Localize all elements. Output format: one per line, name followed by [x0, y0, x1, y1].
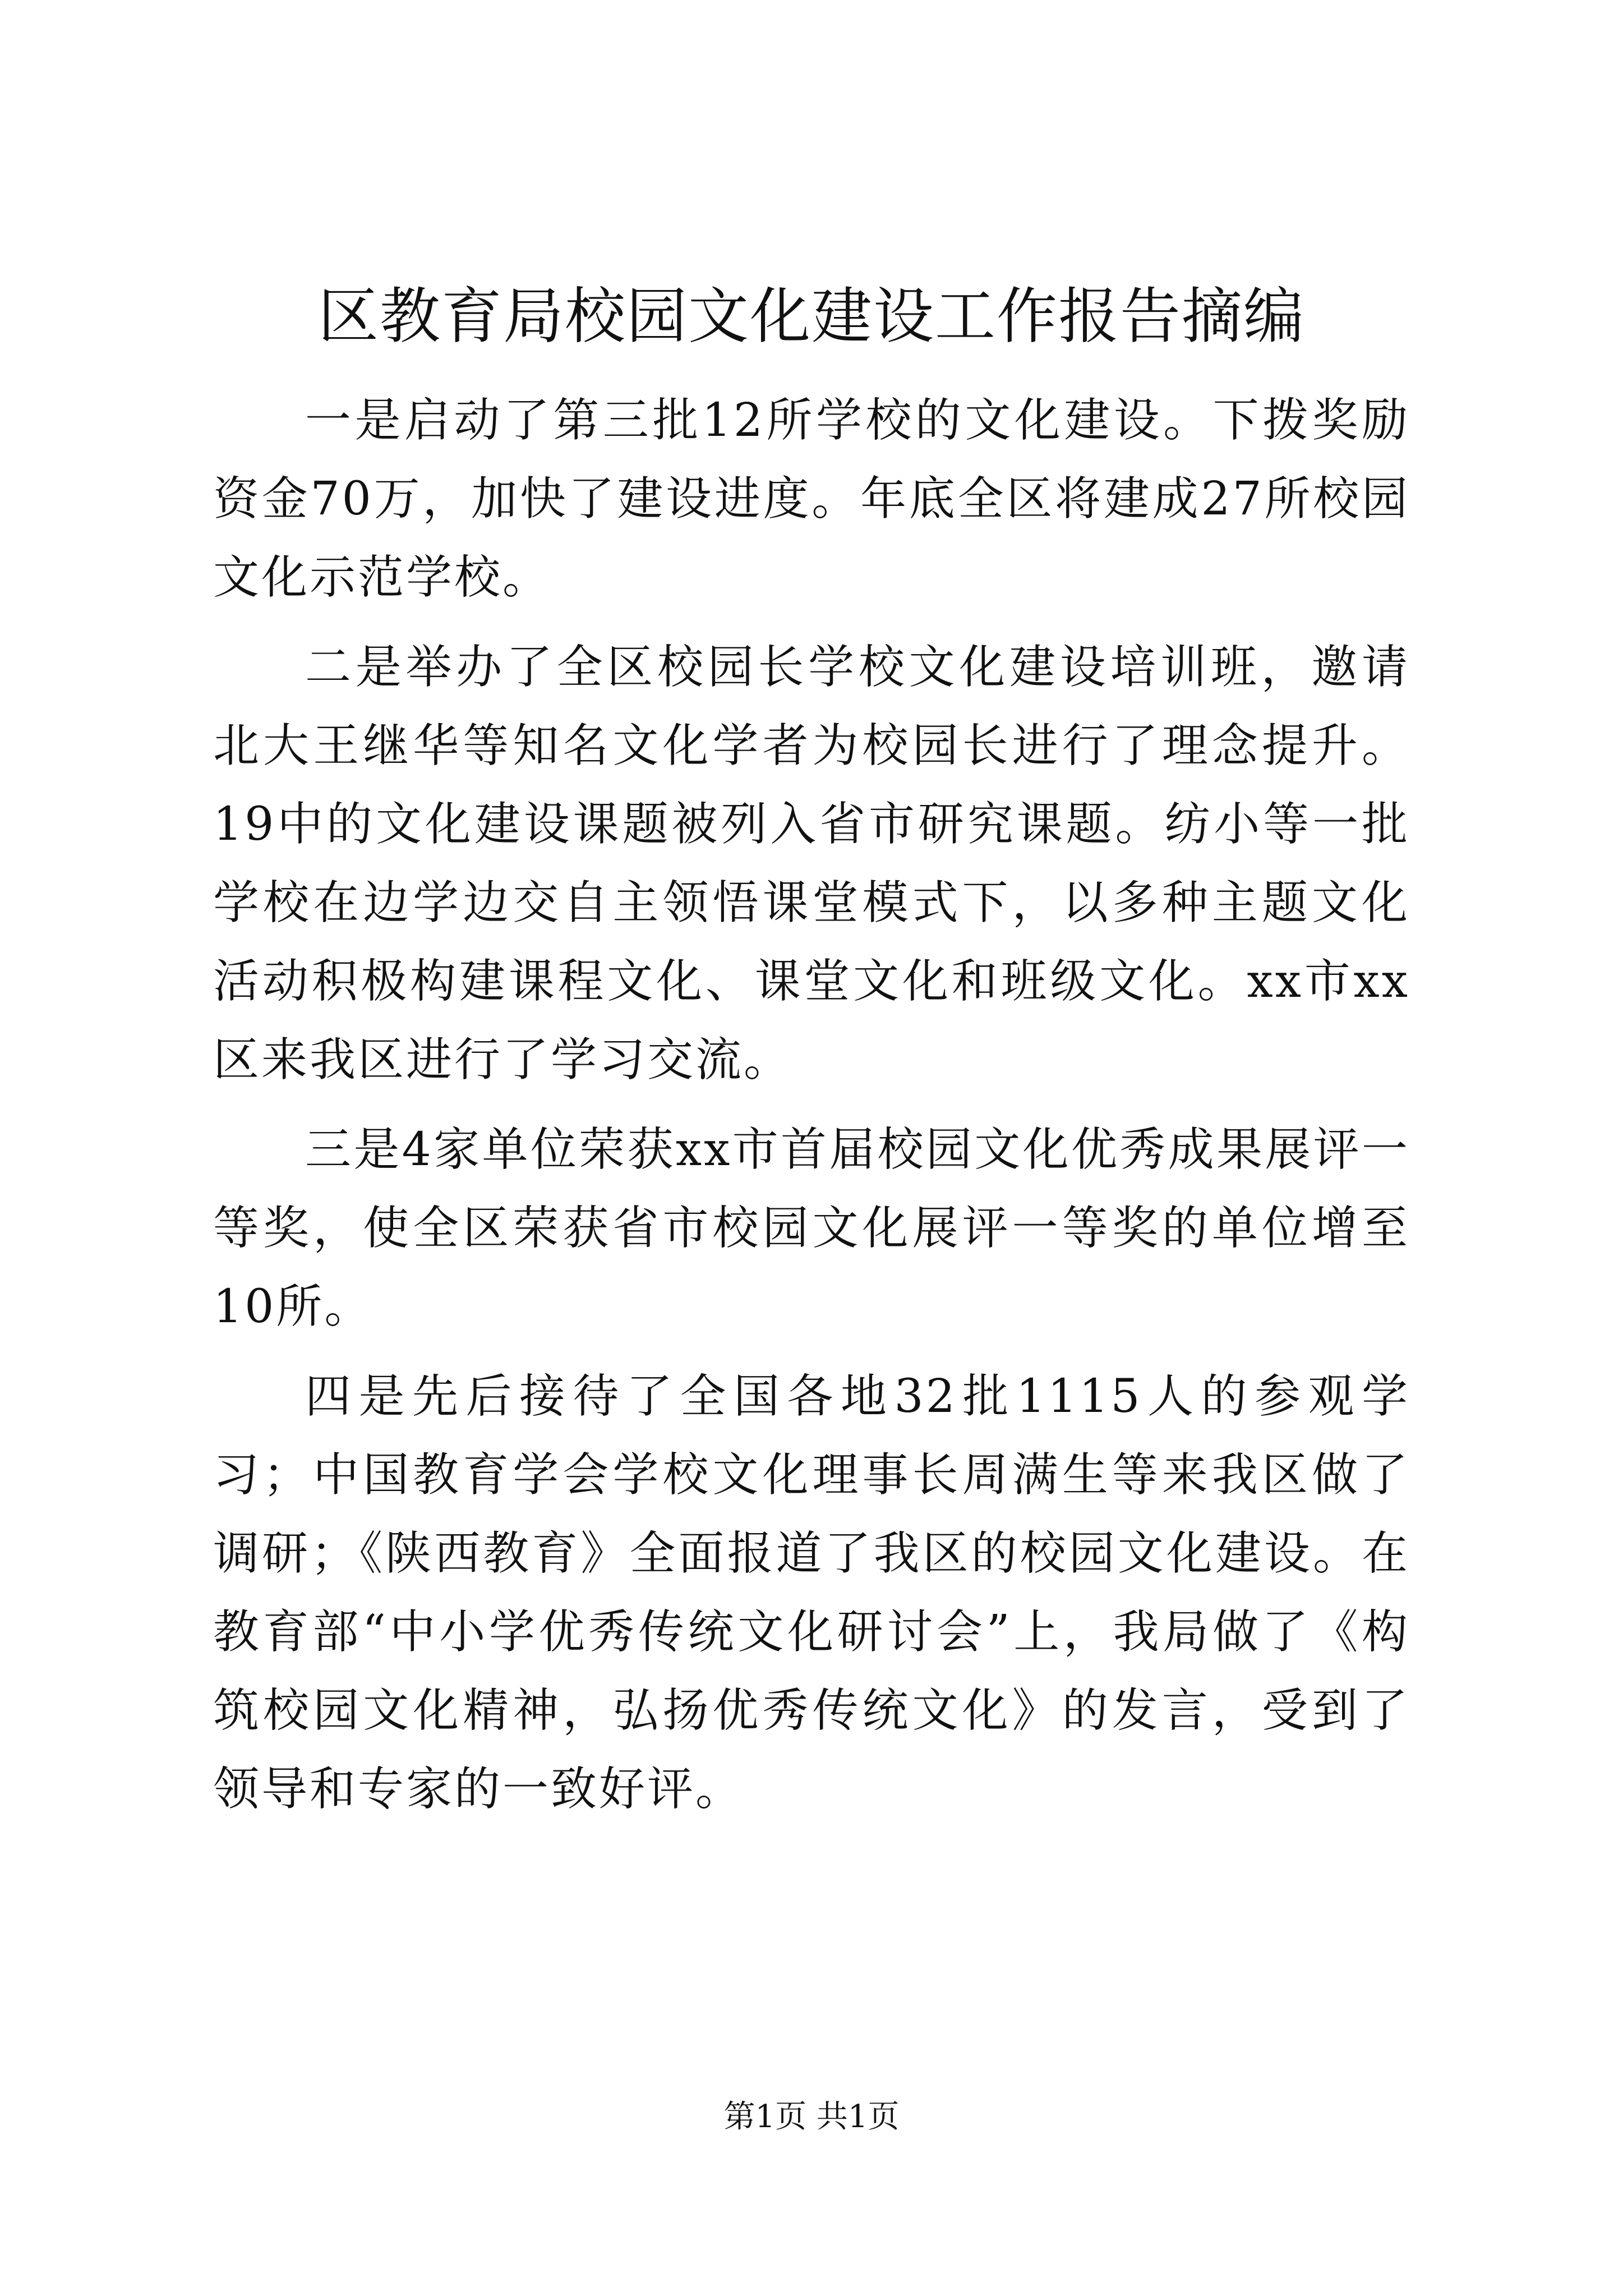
page-footer: 第1页 共1页 [723, 2099, 900, 2135]
paragraph-3: 三是4家单位荣获xx市首届校园文化优秀成果展评一等奖，使全区荣获省市校园文化展评一等奖的单位增至10所。 [213, 1123, 1410, 1333]
document-title: 区教育局校园文化建设工作报告摘编 [317, 282, 1305, 352]
paragraph-4: 四是先后接待了全国各地32批1115人的参观学习；中国教育学会学校文化理事长周满生等来我区做了调研；《陕西教育》全面报道了我区的校园文化建设。在教育部“中小学优秀传统文化研讨会”上，我局做了《构筑校园文化精神，弘扬优秀传统文化》的发言，受到了领导和专家的一致好评。 [213, 1370, 1410, 1816]
document-body [213, 381, 1410, 1840]
paragraph-1: 一是启动了第三批12所学校的文化建设。下拨奖励资金70万，加快了建设进度。年底全区将建成27所校园文化示范学校。 [213, 394, 1410, 604]
paragraph-2: 二是举办了全区校园长学校文化建设培训班，邀请北大王继华等知名文化学者为校园长进行了理念提升。19中的文化建设课题被列入省市研究课题。纺小等一批学校在边学边交自主领悟课堂模式下，以多种主题文化活动积极构建课程文化、课堂文化和班级文化。xx市xx区来我区进行了学习交流。 [213, 641, 1410, 1087]
